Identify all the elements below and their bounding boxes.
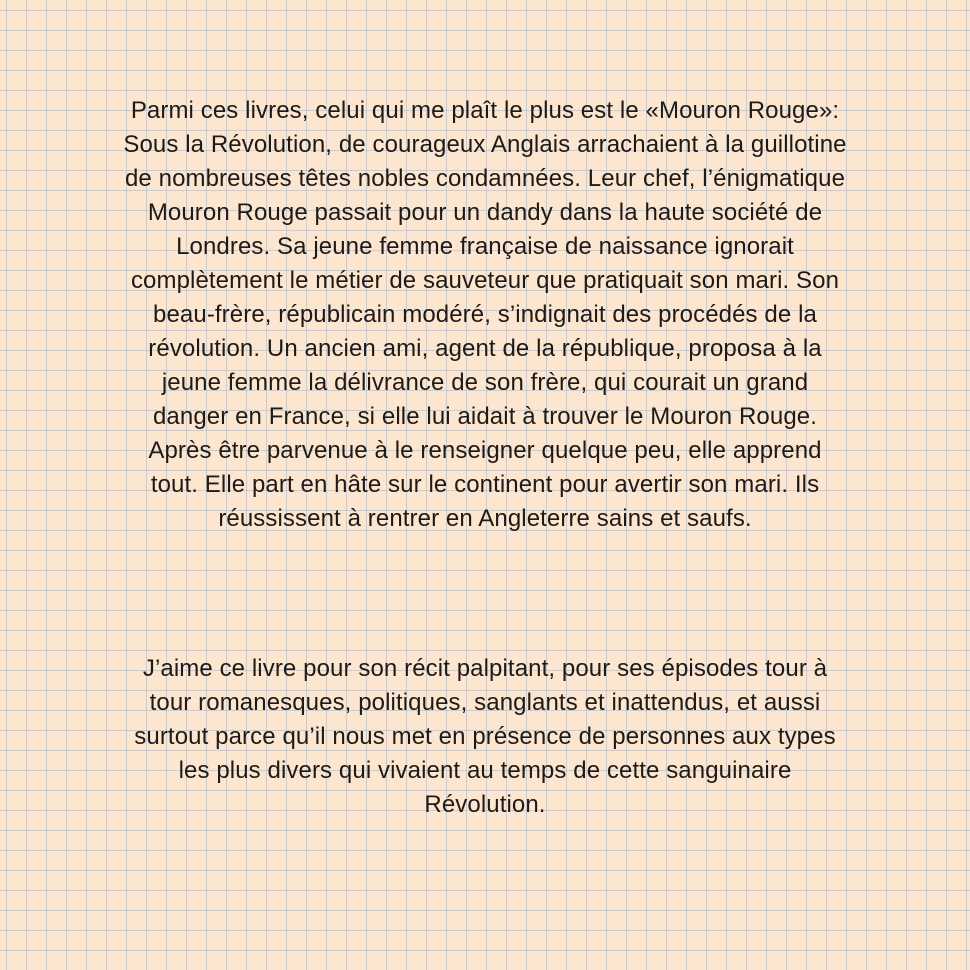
text-line: les plus divers qui vivaient au temps de cette sanguinaire (178, 757, 792, 784)
paragraph-text (40, 652, 930, 822)
text-line: beau-frère, républicain modéré, s’indignait des procédés de la (153, 301, 817, 328)
text-line: de nombreuses têtes nobles condamnées. Leur chef, l’énigmatique (124, 165, 846, 192)
paragraph-summary (40, 94, 930, 536)
text-line: Mouron Rouge passait pour un dandy dans la haute société de (147, 199, 823, 226)
text-line: complètement le métier de sauveteur que pratiquait son mari. Son (130, 267, 840, 294)
text-line: Après être parvenue à le renseigner quelque peu, elle apprend (148, 437, 822, 464)
text-line: danger en France, si elle lui aidait à trouver le Mouron Rouge. (152, 403, 817, 430)
text-line: Révolution. (424, 791, 546, 818)
text-line: J’aime ce livre pour son récit palpitant, pour ses épisodes tour à (142, 655, 828, 682)
paragraph-opinion (40, 652, 930, 822)
text-line: tout. Elle part en hâte sur le continent pour avertir son mari. Ils (150, 471, 820, 498)
text-line: révolution. Un ancien ami, agent de la république, proposa à la (148, 335, 822, 362)
text-line: surtout parce qu’il nous met en présence de personnes aux types (134, 723, 836, 750)
paragraph-text (40, 94, 930, 536)
text-line: tour romanesques, politiques, sanglants et inattendus, et aussi (149, 689, 821, 716)
text-line: Londres. Sa jeune femme française de naissance ignorait (176, 233, 794, 260)
text-line: Sous la Révolution, de courageux Anglais arrachaient à la guillotine (123, 131, 847, 158)
text-line: jeune femme la délivrance de son frère, qui courait un grand (161, 369, 809, 396)
text-line: Parmi ces livres, celui qui me plaît le plus est le «Mouron Rouge»: (130, 97, 840, 124)
text-line: réussissent à rentrer en Angleterre sains et saufs. (218, 505, 752, 532)
